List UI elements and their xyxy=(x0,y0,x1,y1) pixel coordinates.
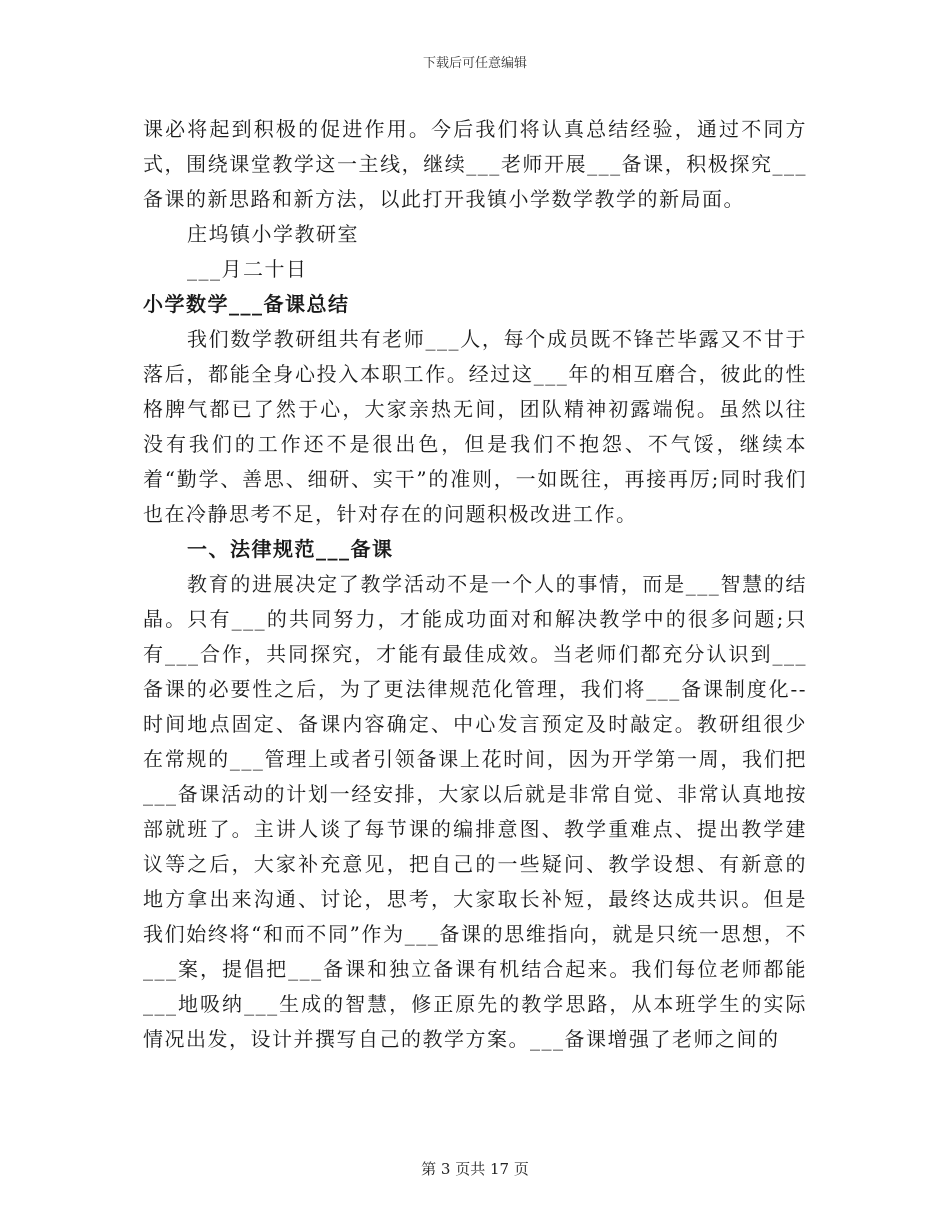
page-number: 第 3 页共 17 页 xyxy=(421,1160,529,1178)
section-1-heading: 一、法律规范___备课 xyxy=(187,537,394,561)
intro-paragraph: 我们数学教研组共有老师___人，每个成员既不锋芒毕露又不甘于落后，都能全身心投入本职工作。经过这___年的相互磨合，彼此的性格脾气都已了然于心，大家亲热无间，团队精神初露端倪。虽然以往没有我们的工作还不是很出色，但是我们不抱怨、不气馁，继续本着“勤学、善思、细研、实干”的准则，一如既往，再接再厉;同时我们也在冷静思考不足，针对存在的问题积极改进工作。 xyxy=(143,327,807,526)
continued-paragraph: 课必将起到积极的促进作用。今后我们将认真总结经验，通过不同方式，围绕课堂教学这一主线，继续___老师开展___备课，积极探究___备课的新思路和新方法，以此打开我镇小学数学教学的新局面。 xyxy=(143,117,807,211)
page-header-note: 下载后可任意编辑 xyxy=(422,56,527,71)
signature-date: ___月二十日 xyxy=(187,257,308,281)
document-body xyxy=(143,112,807,1057)
section-1-paragraph: 教育的进展决定了教学活动不是一个人的事情，而是___智慧的结晶。只有___的共同努力，才能成功面对和解决教学中的很多问题;只有___合作，共同探究，才能有最佳成效。当老师们都充分认识到___备课的必要性之后，为了更法律规范化管理，我们将___备课制度化--时间地点固定、备课内容确定、中心发言预定及时敲定。教研组很少在常规的___管理上或者引领备课上花时间，因为开学第一周，我们把___备课活动的计划一经安排，大家以后就是非常自觉、非常认真地按部就班了。主讲人谈了每节课的编排意图、教学重难点、提出教学建议等之后，大家补充意见，把自己的一些疑问、教学设想、有新意的地方拿出来沟通、讨论，思考，大家取长补短，最终达成共识。但是我们始终将“和而不同”作为___备课的思维指向，就是只统一思想，不___案，提倡把___备课和独立备课有机结合起来。我们每位老师都能___地吸纳___生成的智慧，修正原先的教学思路，从本班学生的实际情况出发，设计并撰写自己的教学方案。___备课增强了老师之间的 xyxy=(143,572,807,1051)
signature-org: 庄坞镇小学教研室 xyxy=(187,222,359,246)
document-title: 小学数学___备课总结 xyxy=(143,292,350,316)
